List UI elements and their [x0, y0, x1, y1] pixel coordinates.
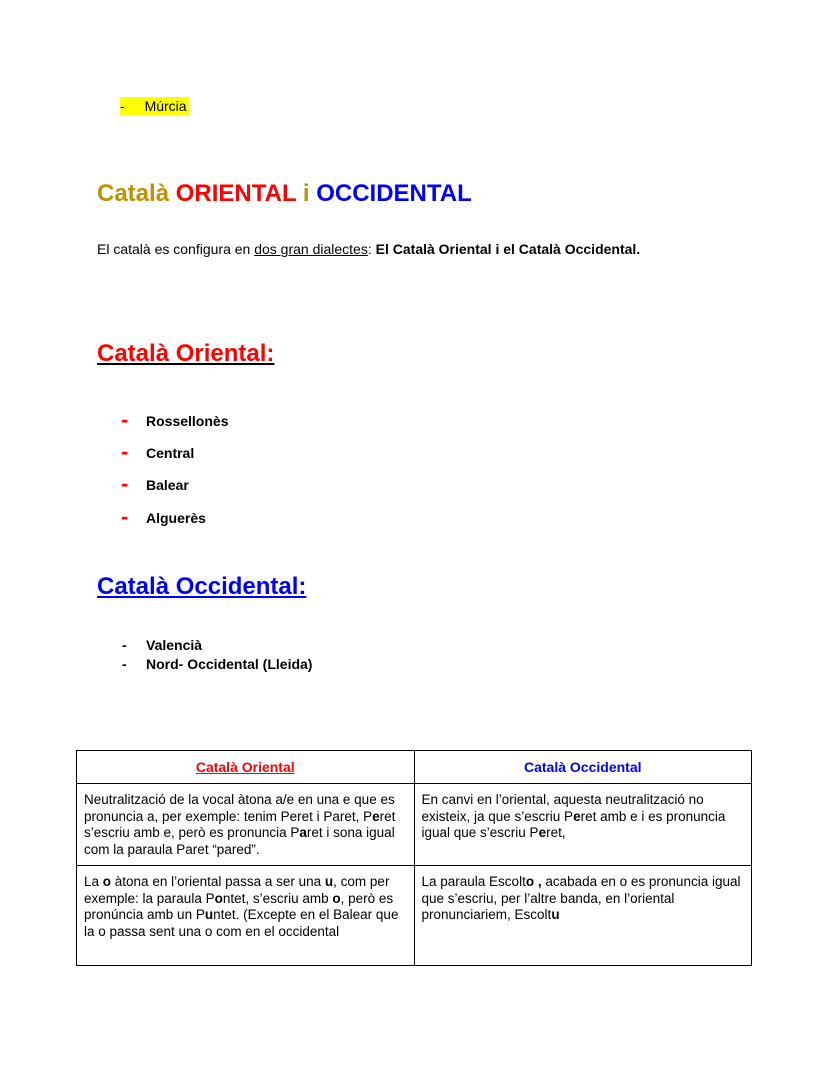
header-oriental — [77, 751, 415, 784]
list-dash: - — [121, 504, 129, 529]
cell-bold: e — [573, 808, 581, 824]
cell-bold: u — [324, 874, 334, 889]
cell-bold: o , — [525, 874, 542, 889]
oriental-heading — [97, 340, 274, 368]
list-item: Nord- Occidental (Lleida) — [146, 656, 313, 672]
header-oriental-text: Català Oriental — [195, 758, 295, 775]
cell-text: ret s’escriu amb e, però es pronuncia P — [84, 808, 396, 840]
intro-colon: : — [367, 241, 376, 257]
table-row — [77, 784, 752, 866]
table-cell — [77, 866, 415, 966]
page-title — [97, 180, 472, 208]
list-dash: - — [120, 98, 125, 114]
cell-bold: e — [372, 808, 380, 824]
cell-text: ret, — [546, 825, 566, 840]
list-dash: - — [121, 407, 129, 432]
intro-underlined: dos gran dialectes — [254, 241, 368, 257]
header-occidental — [414, 751, 752, 784]
cell-bold: o — [332, 890, 341, 906]
cell-text: ntet. (Excepte en el Balear que la o passa sent una o com en el occidental — [84, 907, 399, 939]
cell-text: àtona en l’oriental passa a ser una — [111, 874, 325, 889]
list-item: Valencià — [146, 637, 203, 653]
cell-text: , com per exemple: la paraula P — [84, 874, 390, 906]
table-row — [77, 866, 752, 966]
cell-text: ret i sona igual com la paraula Paret “pared”. — [84, 825, 395, 857]
list-dash: - — [122, 637, 127, 653]
list-item-murcia: Múrcia — [144, 98, 187, 114]
list-item: Alguerès — [146, 510, 206, 526]
cell-text: acabada en o es pronuncia igual que s’escriu, per l’altre banda, en l’oriental pronunciariem, Escolt — [421, 874, 741, 922]
cell-text: Neutralització de la vocal àtona a/e en una e que es pronuncia a, per exemple: tenim Peret i Paret, P — [84, 792, 395, 824]
title-part-catala: Català — [97, 180, 170, 207]
cell-text: ret amb e i es pronuncia igual que s’escriu P — [421, 808, 726, 840]
list-dash: - — [121, 471, 129, 496]
table-cell — [77, 784, 415, 866]
cell-text: , però es pronúncia amb un P — [84, 890, 394, 922]
list-item: Central — [146, 445, 195, 461]
title-part-occidental: OCCIDENTAL — [316, 180, 472, 207]
oriental-heading-colon: : — [266, 340, 275, 367]
cell-text: La — [84, 874, 103, 889]
comparison-table — [76, 750, 752, 966]
table-cell — [414, 784, 752, 866]
cell-text: ntet, s’escriu amb — [222, 890, 333, 906]
cell-bold: u — [204, 907, 214, 922]
cell-bold: o — [214, 890, 223, 906]
oriental-heading-text: Català Oriental — [97, 340, 267, 367]
table-cell — [414, 866, 752, 966]
list-dash: - — [121, 439, 129, 464]
cell-bold: u — [551, 907, 560, 922]
intro-paragraph — [97, 241, 640, 257]
list-item: Rossellonès — [146, 413, 229, 429]
cell-bold: a — [299, 825, 307, 840]
occidental-heading: Català Occidental: — [97, 573, 307, 600]
table-header-row — [77, 751, 752, 784]
cell-bold: o — [102, 874, 112, 889]
cell-bold: e — [538, 825, 547, 840]
intro-lead: El català es configura en — [97, 241, 255, 257]
title-part-oriental: ORIENTAL — [175, 180, 297, 207]
list-item: Balear — [146, 477, 189, 493]
intro-bold: El Català Oriental i el Català Occidental. — [375, 241, 641, 257]
highlighted-list-item — [120, 97, 189, 115]
title-part-i: i — [302, 180, 310, 207]
cell-text: En canvi en l’oriental, aquesta neutralització no existeix, ja que s’escriu P — [421, 792, 704, 824]
cell-text: La paraula Escolt — [421, 874, 526, 889]
header-occidental-text: Català Occidental — [524, 758, 642, 775]
list-dash: - — [122, 656, 127, 672]
